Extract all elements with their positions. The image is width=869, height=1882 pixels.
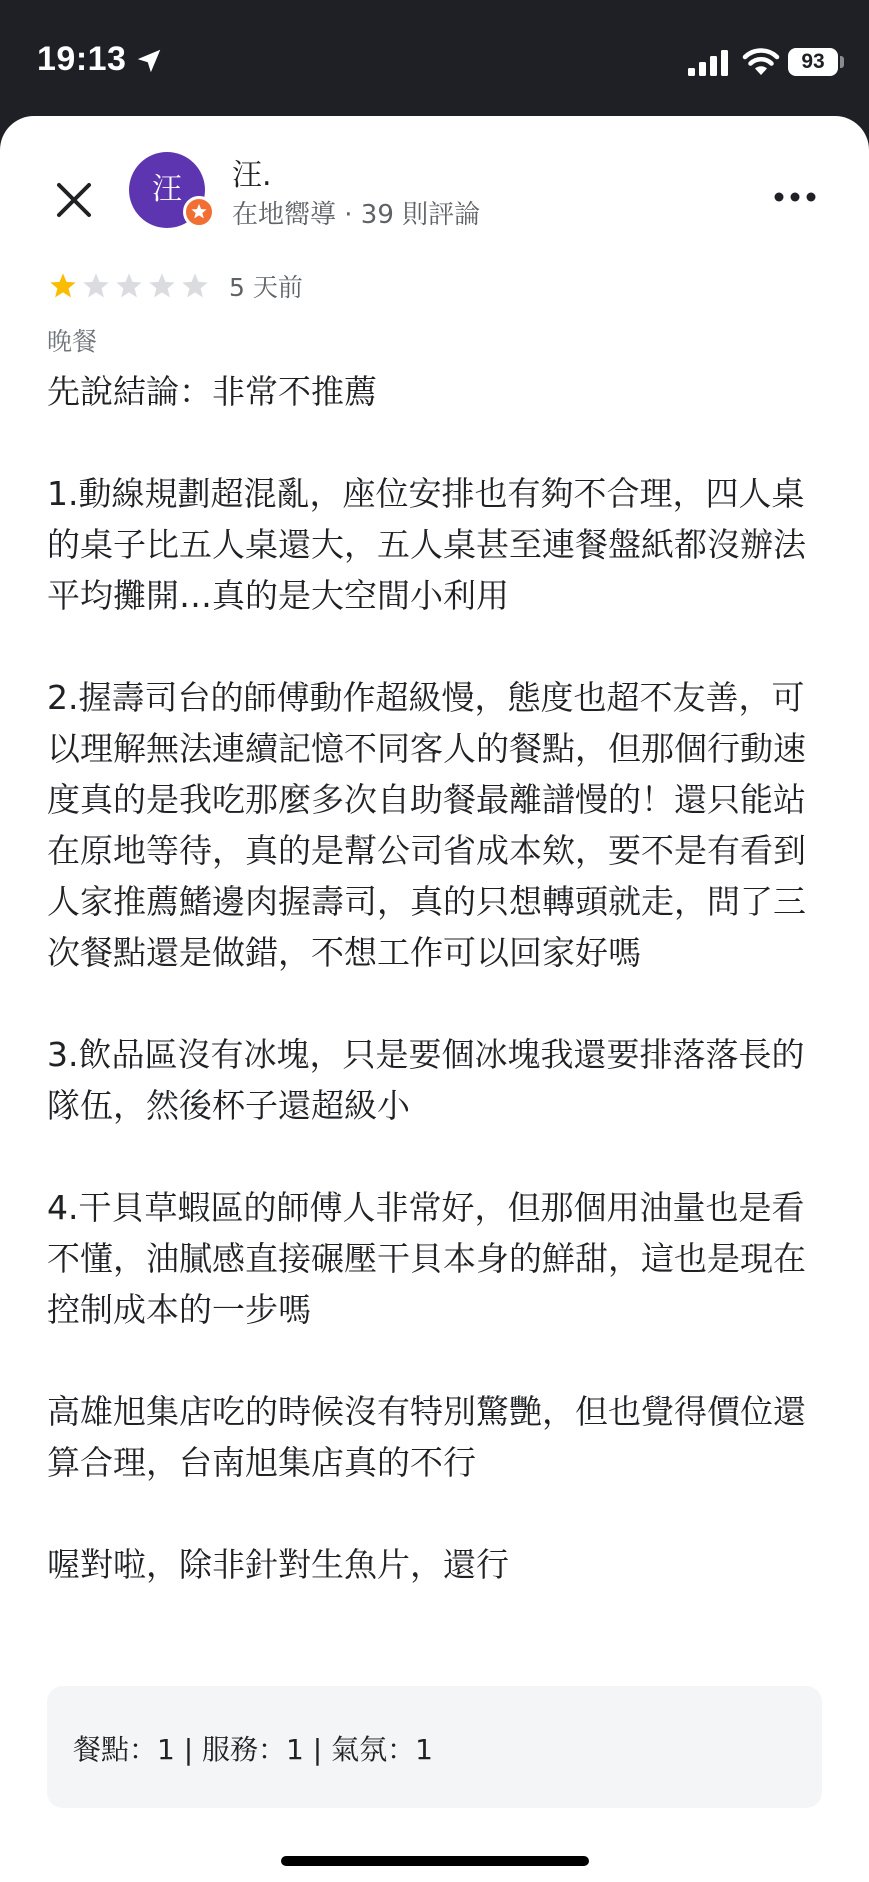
review-paragraph: 1.動線規劃超混亂，座位安排也有夠不合理，四人桌的桌子比五人桌還大，五人桌甚至連餐盤紙都沒辦法平均攤開…真的是大空間小利用 xyxy=(47,474,806,615)
star-filled-icon xyxy=(47,270,79,302)
star-empty-icon xyxy=(179,270,211,302)
review-paragraph: 高雄旭集店吃的時候沒有特別驚艷，但也覺得價位還算合理，台南旭集店真的不行 xyxy=(47,1392,806,1482)
star-empty-icon xyxy=(80,270,112,302)
star-empty-icon xyxy=(113,270,145,302)
location-arrow-icon xyxy=(134,46,164,76)
status-time: 19:13 xyxy=(37,40,127,78)
meal-type: 晚餐 xyxy=(47,327,98,356)
review-paragraph: 先說結論：非常不推薦 xyxy=(47,372,377,411)
cellular-signal-icon xyxy=(688,50,730,76)
rating-row xyxy=(47,268,303,304)
review-paragraph: 4.干貝草蝦區的師傅人非常好，但那個用油量也是看不懂，油膩感直接碾壓干貝本身的鮮甜，這也是現在控制成本的一步嗎 xyxy=(47,1188,806,1329)
review-paragraph: 喔對啦，除非針對生魚片，還行 xyxy=(47,1545,509,1584)
avatar-initial: 汪 xyxy=(152,172,182,207)
home-indicator[interactable] xyxy=(281,1856,589,1866)
more-vert-icon[interactable] xyxy=(772,182,818,212)
star-empty-icon xyxy=(146,270,178,302)
star-rating xyxy=(47,270,212,302)
local-guide-star-icon xyxy=(183,196,215,228)
reviewer-meta: 在地嚮導 · 39 則評論 xyxy=(232,200,481,230)
sub-ratings: 餐點：1 | 服務：1 | 氣氛：1 xyxy=(73,1733,433,1766)
battery-indicator xyxy=(788,48,838,76)
review-sheet xyxy=(0,116,869,1882)
review-paragraph: 3.飲品區沒有冰塊，只是要個冰塊我還要排落落長的隊伍，然後杯子還超級小 xyxy=(47,1035,805,1125)
close-icon[interactable] xyxy=(48,174,100,226)
battery-cap xyxy=(840,56,844,68)
reviewer-name[interactable]: 汪. xyxy=(232,158,272,193)
review-paragraph: 2.握壽司台的師傅動作超級慢，態度也超不友善，可以理解無法連續記憶不同客人的餐點，但那個行動速度真的是我吃那麼多次自助餐最離譜慢的！還只能站在原地等待，真的是幫公司省成本欸，要不是有看到人家推薦鰭邊肉握壽司，真的只想轉頭就走，問了三次餐點還是做錯，不想工作可以回家好嗎 xyxy=(47,678,806,972)
sub-ratings-box xyxy=(47,1686,822,1808)
wifi-icon xyxy=(742,46,780,76)
battery-level: 93 xyxy=(801,50,825,73)
review-date: 5 天前 xyxy=(229,273,303,302)
review-body xyxy=(47,366,832,1641)
status-bar xyxy=(0,0,869,122)
